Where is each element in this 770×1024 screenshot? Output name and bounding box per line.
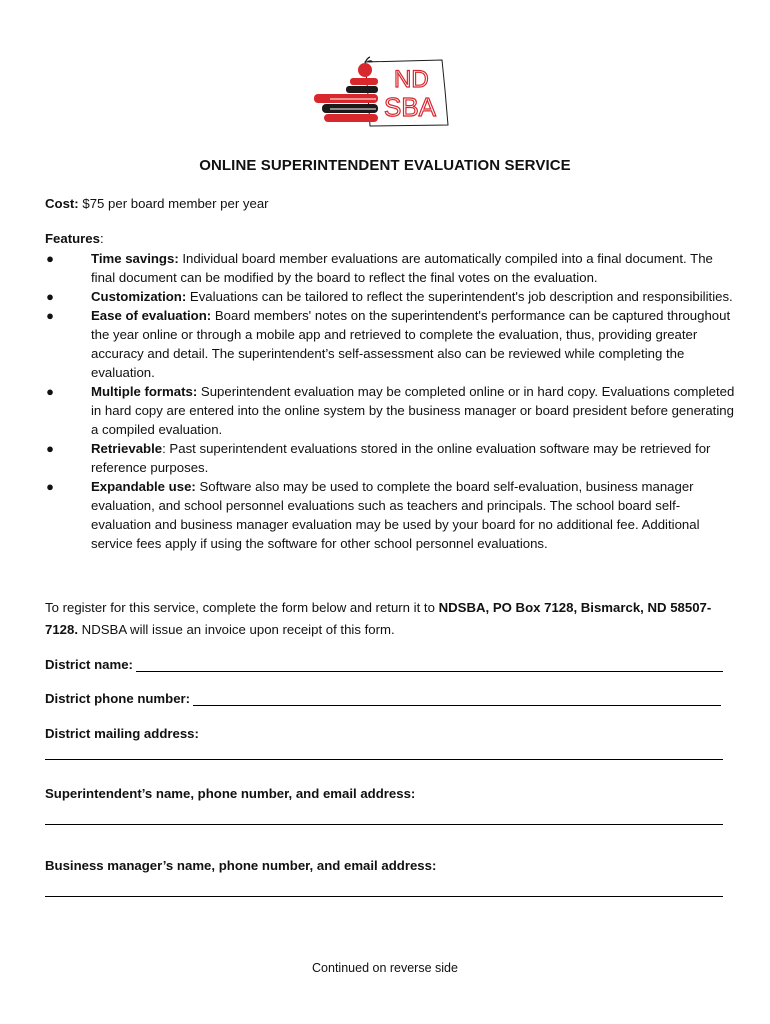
bullet-dot-icon: ● <box>46 384 54 399</box>
page-title: ONLINE SUPERINTENDENT EVALUATION SERVICE <box>199 157 571 174</box>
feature-text: Board members' notes on the superintendent's performance can be captured throughout the year online or through a mobile app and retrieved to complete the evaluation, thus, providing greater accuracy and detail. The superintendent’s self-assessment also can be reviewed while completing the evaluation. <box>91 308 731 380</box>
feature-label: Expandable use: <box>91 479 196 494</box>
features-label: Features <box>45 231 100 246</box>
list-item <box>45 439 735 477</box>
feature-text: Individual board member evaluations are automatically compiled into a final document. The final document can be modified by the board to reflect the final votes on the evaluation. <box>91 251 713 285</box>
book-1 <box>350 78 378 85</box>
feature-text: : Past superintendent evaluations stored in the online evaluation software may be retrieved for reference purposes. <box>91 441 711 475</box>
superintendent-label: Superintendent’s name, phone number, and email address: <box>45 786 416 801</box>
district-phone-input-line[interactable] <box>193 691 721 706</box>
cost-line <box>45 194 269 213</box>
list-item <box>45 249 735 287</box>
list-item <box>45 287 735 306</box>
feature-label: Multiple formats: <box>91 384 198 399</box>
bullet-dot-icon: ● <box>46 308 54 323</box>
feature-label: Ease of evaluation: <box>91 308 212 323</box>
bullet-dot-icon: ● <box>46 479 54 494</box>
feature-text: Superintendent evaluation may be completed online or in hard copy. Evaluations completed in hard copy are entered into the online system by the business manager or board president before generating a compiled evaluation. <box>91 384 735 437</box>
business-manager-label: Business manager’s name, phone number, and email address: <box>45 858 437 873</box>
features-colon: : <box>99 231 104 246</box>
register-text-1: To register for this service, complete the form below and return it to <box>45 600 439 615</box>
list-item <box>45 382 735 439</box>
district-address-field <box>45 721 723 741</box>
list-item <box>45 477 735 553</box>
bullet-dot-icon: ● <box>46 441 54 456</box>
features-heading <box>45 229 104 248</box>
district-phone-label: District phone number: <box>45 691 191 706</box>
feature-text: Evaluations can be tailored to reflect the superintendent's job description and responsibilities. <box>186 289 733 304</box>
feature-label: Time savings: <box>91 251 179 266</box>
cost-text: $75 per board member per year <box>78 196 269 211</box>
superintendent-input-line[interactable] <box>45 824 723 825</box>
book-2 <box>346 86 378 93</box>
list-item <box>45 306 735 382</box>
logo-line2: SBA <box>384 92 437 122</box>
bullet-dot-icon: ● <box>46 251 54 266</box>
district-address-input-line[interactable] <box>45 759 723 760</box>
register-instructions <box>45 597 735 641</box>
district-name-field <box>45 652 723 672</box>
features-list <box>45 249 735 553</box>
cost-label: Cost: <box>45 196 79 211</box>
bullet-dot-icon: ● <box>46 289 54 304</box>
district-address-label: District mailing address: <box>45 726 199 741</box>
business-manager-input-line[interactable] <box>45 896 723 897</box>
business-manager-field <box>45 853 723 873</box>
district-phone-field <box>45 686 721 706</box>
register-address: NDSBA, PO Box 7128, Bismarck, ND 58507-7128. <box>45 600 712 637</box>
ndsba-logo <box>310 50 460 130</box>
feature-label: Customization: <box>91 289 187 304</box>
feature-text: Software also may be used to complete the board self-evaluation, business manager evaluation, and school personnel evaluations such as teachers and principals. The school board self-evaluation and business manager evaluation may be used by your board for no additional fee. Additional service fees apply if using the software for other school personnel evaluations. <box>91 479 700 551</box>
feature-label: Retrievable <box>91 441 163 456</box>
apple-icon <box>358 57 373 77</box>
district-name-input-line[interactable] <box>136 657 723 672</box>
superintendent-field <box>45 781 723 801</box>
footer-note: Continued on reverse side <box>312 961 458 975</box>
district-name-label: District name: <box>45 657 133 672</box>
logo-line1: ND <box>394 66 429 93</box>
register-text-2: NDSBA will issue an invoice upon receipt of this form. <box>78 622 395 637</box>
book-5 <box>324 114 378 122</box>
